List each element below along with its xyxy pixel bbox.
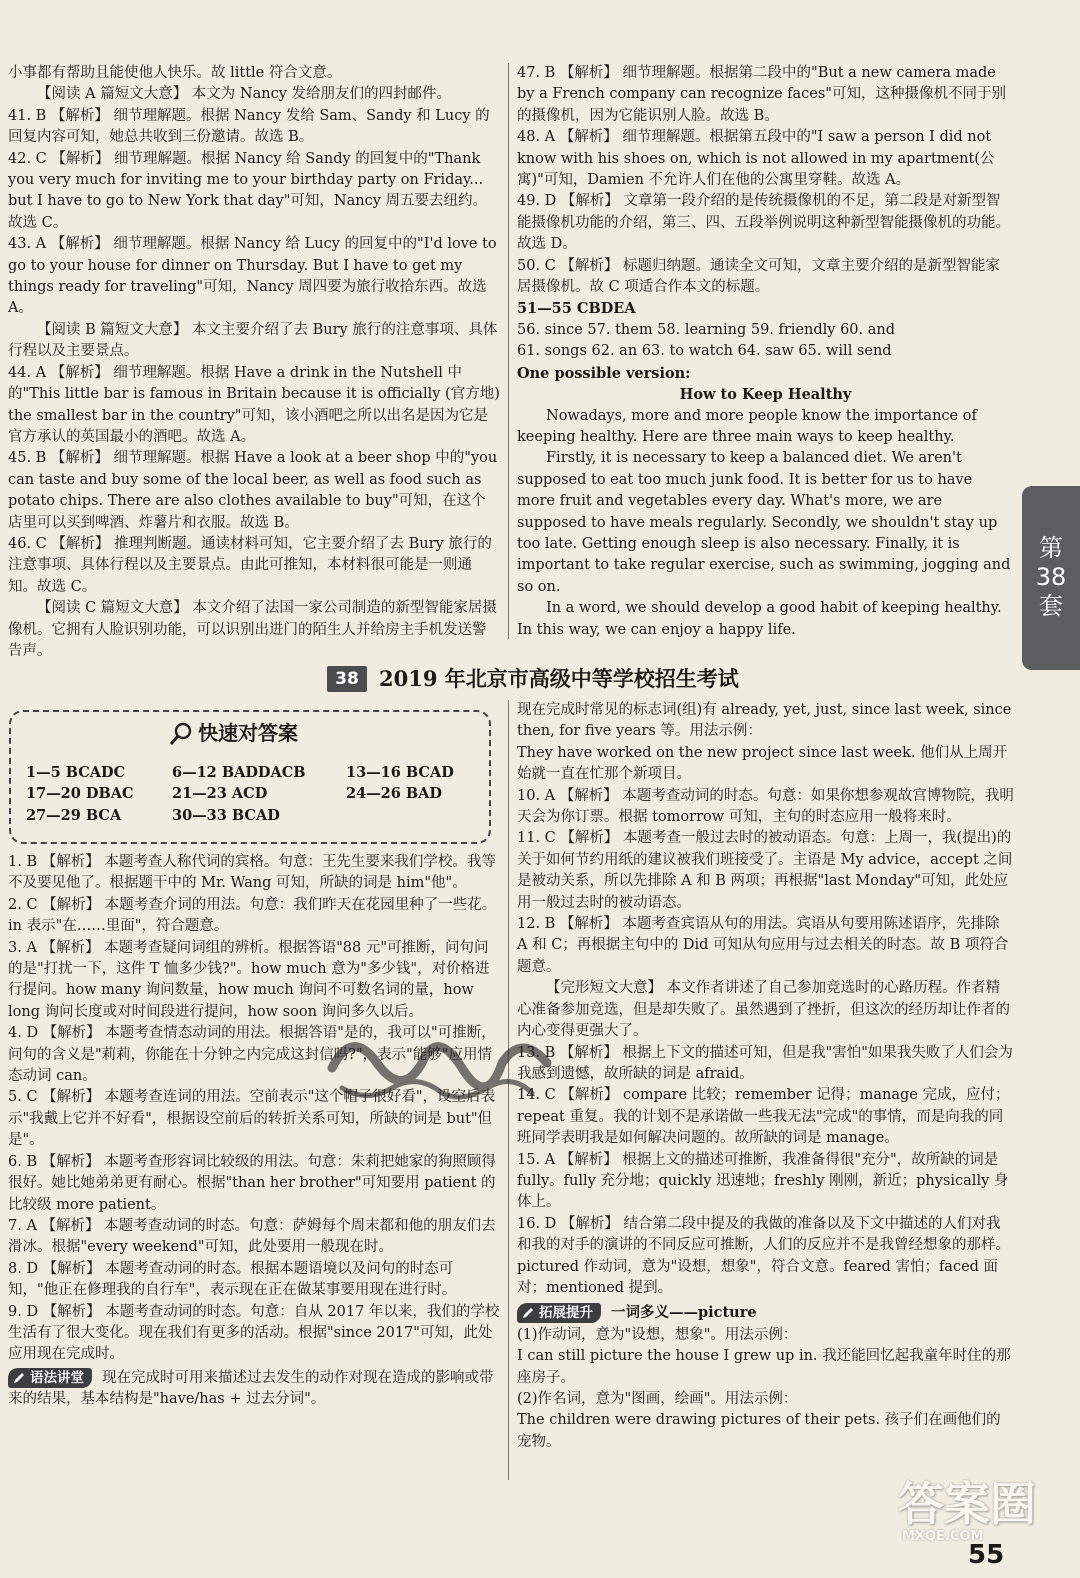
essay-paragraph: Firstly, it is necessary to keep a balanced diet. We aren't supposed to eat too much junk food. It is better for us to have more fruit and vegetables every day. What's more, we are supposed to have meals regularly. Secondly, we shouldn't stay up too late. Getting enough sleep is also necessary. Finally, it is important to take regular exercise, such as swimming, jogging and so on. <box>517 450 1011 595</box>
answer-14: 14. C 【解析】 compare 比较；remember 记得；manage 完成，应付；repeat 重复。我的计划不是承诺做一些我无法"完成"的事情，而是向我的同班同学表明我是如何解决问题的。故所缺的词是 manage。 <box>517 1087 1010 1147</box>
answer-6: 6. B 【解析】 本题考查形容词比较级的用法。句意：朱莉把她家的狗照顾得很好。她比她弟弟更有耐心。根据"than her brother"可知要用 patient 的比较级 more patient。 <box>8 1153 496 1213</box>
quick-answer-row <box>26 762 486 783</box>
essay-label: One possible version: <box>517 364 691 382</box>
answer-4: 4. D 【解析】 本题考查情态动词的用法。根据答语"是的，我可以"可推断，问句的含义是"莉莉，你能在十分钟之内完成这封信吗?"，表示"能够"应用情态动词 can。 <box>8 1025 496 1085</box>
extension-line: (1)作动词，意为"设想，想象"。用法示例： <box>517 1326 798 1343</box>
answer-45: 45. B 【解析】 细节理解题。根据 Have a look at a beer shop 中的"you can taste and buy some of the local beer, as well as food such as potato chips. There are also clothes available to buy"可知，在这个店里可以买到啤酒、炸薯片和衣服。故选 B。 <box>8 450 498 531</box>
quick-answer-cell: 1—5 BCADC <box>26 764 126 781</box>
answer-1: 1. B 【解析】 本题考查人称代词的宾格。句意：王先生要来我们学校。我等不及要见他了。根据题干中的 Mr. Wang 可知，所缺的词是 him"他"。 <box>8 854 496 892</box>
section-title-bar <box>327 663 787 693</box>
answers-51-55: 51—55 CBDEA <box>517 300 636 318</box>
quick-answer-row <box>26 783 486 804</box>
essay-paragraph: In a word, we should develop a good habit of keeping healthy. In this way, we can enjoy a happy life. <box>517 600 1002 638</box>
extension-title: 一词多义——picture <box>611 1304 757 1322</box>
answer-16: 16. D 【解析】 结合第二段中提及的我做的准备以及下文中描述的人们对我和我的对手的演讲的不同反应可推断，人们的反应并不是我曾经想象的那样。pictured 作动词，意为"设想，想象"，符合文意。feared 害怕；faced 面对；mentioned 提到。 <box>517 1215 1010 1296</box>
page-number: 55 <box>968 1540 1005 1570</box>
extension-line: I can still picture the house I grew up in. 我还能回忆起我童年时住的那座房子。 <box>517 1348 1011 1386</box>
magnifier-icon <box>168 721 194 747</box>
quick-answer-cell: 6—12 BADDACB <box>172 764 306 781</box>
answer-13: 13. B 【解析】 根据上下文的描述可知，但是我"害怕"如果我失败了人们会为我感到遗憾，故所缺的词是 afraid。 <box>517 1044 1013 1082</box>
watermark-text: 答案圈 <box>898 1477 1036 1531</box>
answer-5: 5. C 【解析】 本题考查连词的用法。空前表示"这个帽子很好看"，设空后表示"我戴上它并不好看"，根据设空前后的转折关系可知，所缺的词是 but"但是"。 <box>8 1089 496 1149</box>
essay-paragraph: Nowadays, more and more people know the importance of keeping healthy. Here are three main ways to keep healthy. <box>517 407 977 445</box>
grammar-note-label <box>8 1368 92 1388</box>
paragraph: 小事都有帮助且能使他人快乐。故 little 符合文意。 <box>8 65 342 81</box>
column-divider-top <box>508 63 509 639</box>
quick-answer-cell: 21—23 ACD <box>172 785 268 803</box>
answer-12: 12. B 【解析】 本题考查宾语从句的用法。宾语从句要用陈述语序，先排除 A 和 C；再根据主句中的 Did 可知从句应用与过去相关的时态。故 B 项符合题意。 <box>517 916 1009 975</box>
quick-answer-row <box>26 805 486 826</box>
answers-56-60: 56. since 57. them 58. learning 59. friendly 60. and <box>517 321 896 338</box>
left-top-column <box>8 63 500 663</box>
side-tab <box>1022 486 1080 670</box>
answer-7: 7. A 【解析】 本题考查动词的时态。句意：萨姆每个周末都和他的朋友们去滑冰。根据"every weekend"可知，此处要用一般现在时。 <box>8 1217 496 1256</box>
quick-answer-heading-text: 快速对答案 <box>198 721 298 745</box>
answer-11: 11. C 【解析】 本题考查一般过去时的被动语态。句意：上周一，我(提出)的关于如何节约用纸的建议被我们班接受了。主语是 My advice，accept 之间是被动关系，所以先排除 A 和 B 两项；再根据"last Monday"可知，此处应用一般过去时的被动语态。 <box>517 830 1013 911</box>
example-sentence: They have worked on the new project since last week. 他们从上周开始就一直在忙那个新项目。 <box>517 744 1008 783</box>
side-tab-char: 第 <box>1039 534 1063 562</box>
extension-line: (2)作名词，意为"图画，绘画"。用法示例： <box>517 1391 798 1407</box>
section-title: 2019 年北京市高级中等学校招生考试 <box>379 666 739 691</box>
answer-43: 43. A 【解析】 细节理解题。根据 Nancy 给 Lucy 的回复中的"I'd love to go to your house for dinner on Thursday. But I have to get my things ready for traveling"可知，Nancy 周四要为旅行收拾东西。故选 A。 <box>8 236 497 317</box>
answer-15: 15. A 【解析】 根据上文的描述可推断，我准备得很"充分"，故所缺的词是 fully。fully 充分地；quickly 迅速地；freshly 刚刚，新近；physically 身体上。 <box>517 1151 1009 1211</box>
pen-icon <box>12 1371 26 1385</box>
answer-48: 48. A 【解析】 细节理解题。根据第五段中的"I saw a person I did not know with his shoes on, which is not allowed in my apartment(公寓)"可知，Damien 不允许人们在他的公寓里穿鞋。故选 A。 <box>517 129 995 189</box>
answer-8: 8. D 【解析】 本题考查动词的时态。根据本题语境以及问句的时态可知，"他正在修理我的自行车"，表示现在正在做某事要用现在进行时。 <box>8 1260 457 1299</box>
quick-answer-heading <box>168 718 328 748</box>
quick-answer-cell: 13—16 BCAD <box>346 764 454 781</box>
quick-answer-cell: 30—33 BCAD <box>172 806 280 824</box>
essay-title: How to Keep Healthy <box>679 386 852 404</box>
extension-line: The children were drawing pictures of their pets. 孩子们在画他们的宠物。 <box>517 1412 1001 1450</box>
grammar-note <box>8 1368 500 1411</box>
answer-3: 3. A 【解析】 本题考查疑问词组的辨析。根据答语"88 元"可推断，问句问的是"打扰一下，这件 T 恤多少钱?"。how much 意为"多少钱"，对价格进行提问。how many 询问数量，how much 询问不可数名词的量，how long 询问长度或对时间段进行提问，how soon 询问多久以后。 <box>8 939 490 1020</box>
watermark-logo <box>898 1478 1068 1544</box>
section-number-badge: 38 <box>327 666 367 692</box>
quick-answer-cell: 17—20 DBAC <box>26 785 134 803</box>
watermark-url: MXQE.COM <box>902 1529 984 1544</box>
quick-answer-grid <box>26 762 486 826</box>
summary-a: 【阅读 A 篇短文大意】 本文为 Nancy 发给朋友们的四封邮件。 <box>37 86 451 103</box>
summary-b: 【阅读 B 篇短文大意】 本文主要介绍了去 Bury 旅行的注意事项、具体行程以及主要景点。 <box>8 321 498 360</box>
extension-heading <box>517 1302 1014 1324</box>
answer-10: 10. A 【解析】 本题考查动词的时态。句意：如果你想参观故宫博物院，我明天会为你订票。根据 tomorrow 可知，主句的时态应用一般将来时。 <box>517 787 1014 826</box>
grammar-note-continued: 现在完成时常见的标志词(组)有 already, yet, just, since last week, since then, for five years 等。用法示例： <box>517 702 1012 740</box>
answer-49: 49. D 【解析】 文章第一段介绍的是传统摄像机的不足，第二段是对新型智能摄像机功能的介绍，第三、四、五段举例说明这种新型智能摄像机的功能。故选 D。 <box>517 193 1010 253</box>
answers-61-65: 61. songs 62. an 63. to watch 64. saw 65. will send <box>517 343 892 360</box>
answer-9: 9. D 【解析】 本题考查动词的时态。句意：自从 2017 年以来，我们的学校生活有了很大变化。现在我们有更多的活动。根据"since 2017"可知，此处应用现在完成时。 <box>8 1303 500 1363</box>
quick-answer-cell: 24—26 BAD <box>346 785 442 803</box>
pen-icon <box>521 1306 535 1320</box>
quick-answer-cell: 27—29 BCA <box>26 806 122 824</box>
answer-47: 47. B 【解析】 细节理解题。根据第二段中的"But a new camera made by a French company can recognize faces"可知，这种摄像机不同于别的摄像机，因为它能识别人脸。故选 B。 <box>517 65 1006 124</box>
grammar-note-text: 现在完成时可用来描述过去发生的动作对现在造成的影响或带来的结果，基本结构是"have/has + 过去分词"。 <box>8 1369 494 1408</box>
left-bottom-column <box>8 852 500 1480</box>
answer-44: 44. A 【解析】 细节理解题。根据 Have a drink in the Nutshell 中的"This little bar is famous in Britain because it is officially (官方地) the smallest bar in the country"可知，该小酒吧之所以出名是因为它是官方承认的英国最小的酒吧。故选 A。 <box>8 364 500 445</box>
summary-c: 【阅读 C 篇短文大意】 本文介绍了法国一家公司制造的新型智能家居摄像机。它拥有人脸识别功能，可以识别出进门的陌生人并给房主手机发送警告声。 <box>8 600 497 659</box>
side-tab-number: 38 <box>1035 563 1067 591</box>
right-top-column <box>517 63 1014 643</box>
side-tab-char: 套 <box>1039 592 1063 620</box>
extension-label-text: 拓展提升 <box>539 1305 593 1322</box>
grammar-note-label-text: 语法讲堂 <box>30 1369 84 1386</box>
answer-50: 50. C 【解析】 标题归纳题。通读全文可知，文章主要介绍的是新型智能家居摄像机。故 C 项适合作本文的标题。 <box>517 257 1000 296</box>
extension-label <box>517 1303 601 1323</box>
answer-46: 46. C 【解析】 推理判断题。通读材料可知，它主要介绍了去 Bury 旅行的注意事项、具体行程以及主要景点。由此可推知，本材料很可能是一则通知。故选 C。 <box>8 535 492 595</box>
stamp-graphic <box>302 1008 602 1128</box>
answer-2: 2. C 【解析】 本题考查介词的用法。句意：我们昨天在花园里种了一些花。in 表示"在……里面"，符合题意。 <box>8 896 497 935</box>
stamp-mark <box>302 1008 602 1128</box>
answer-41: 41. B 【解析】 细节理解题。根据 Nancy 发给 Sam、Sandy 和 Lucy 的回复内容可知，她总共收到三份邀请。故选 B。 <box>8 107 490 146</box>
cloze-summary: 【完形短文大意】 本文作者讲述了自己参加竞选时的心路历程。作者精心准备参加竞选，但是却失败了。虽然遇到了挫折，但这次的经历却让作者的内心变得更强大了。 <box>517 980 1010 1040</box>
answer-42: 42. C 【解析】 细节理解题。根据 Nancy 给 Sandy 的回复中的"Thank you very much for inviting me to your birthday party on Friday... but I have to go to New York that day"可知，Nancy 周五要去纽约。故选 C。 <box>8 150 487 231</box>
